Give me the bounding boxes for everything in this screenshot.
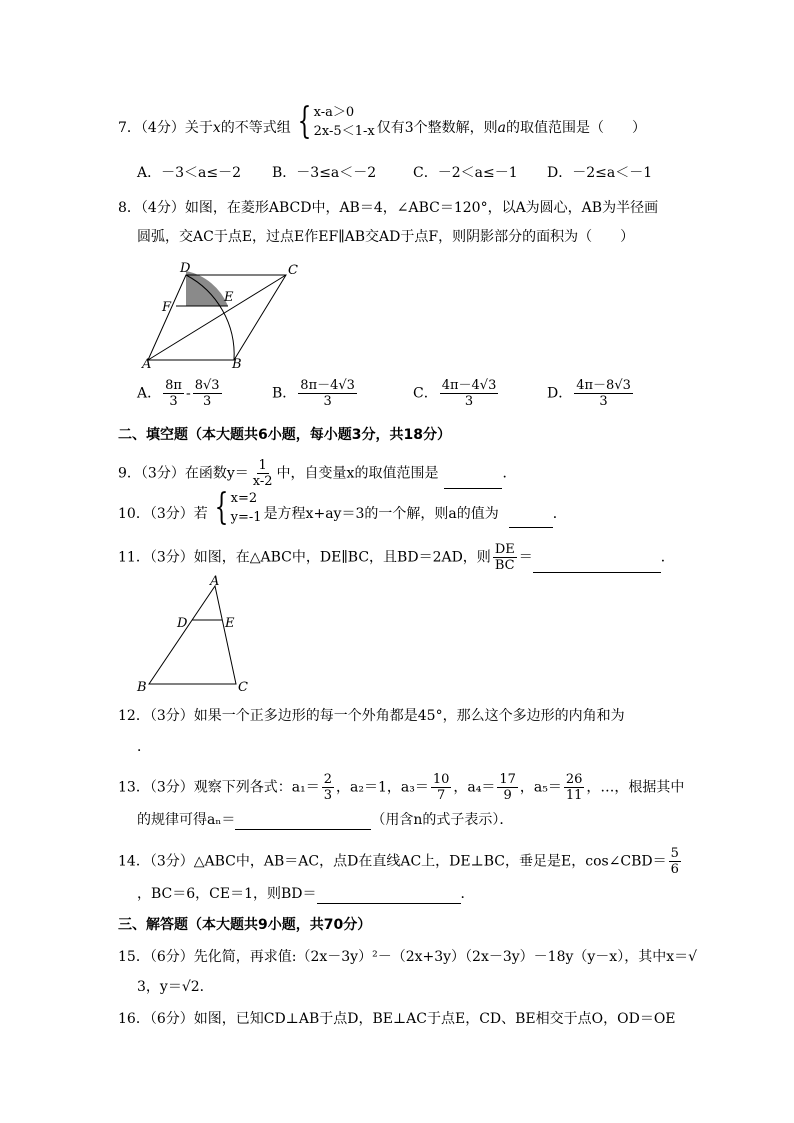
question-score: （6分） [149,949,194,965]
question-number: 7． [118,120,141,136]
question-13-line-2 [137,810,513,830]
variable: x [212,120,221,136]
numerator: 26 [565,772,583,787]
denominator: 3 [464,394,474,409]
option-letter: B． [272,385,297,402]
question-number: 15． [118,949,150,965]
denominator: x-2 [252,474,273,489]
denominator: BC [494,558,515,573]
numerator: 8π－4√3 [300,378,355,393]
denominator: 3 [323,788,332,803]
question-number: 11． [118,549,150,566]
q7-option-a[interactable]: A．－3＜a≤－2 [137,165,242,181]
numerator: 4π－8√3 [576,378,631,393]
question-score: （4分） [140,200,185,216]
question-text: 如果一个正多边形的每一个外角都是45°，那么这个多边形的内角和为 [193,708,625,724]
option-letter: A． [137,385,162,402]
question-text: △ABC中，AB＝AC，点D在直线AC上，DE⊥BC，垂足是E，cos∠CBD＝ [193,853,667,870]
question-8-line-2: 圆弧，交AC于点E，过点E作EF∥AB交AD于点F，则阴影部分的面积为（ ） [137,229,635,245]
rhombus-figure [138,258,318,370]
question-text: ，a₂＝1，a₃＝ [336,779,429,796]
question-text: 仅有3个整数解，则 [376,120,498,136]
fraction [440,378,499,409]
question-7 [118,101,646,142]
numerator: 2 [323,772,332,787]
denominator: 9 [503,788,512,803]
question-score: （6分） [149,1011,194,1027]
question-number: 12． [118,708,150,724]
question-10 [118,487,567,528]
numerator: 1 [258,458,267,473]
question-text: 是方程x+ay＝3的一个解，则a的值为 [263,506,499,522]
numerator: 17 [499,772,516,787]
question-text: ，a₄＝ [453,779,496,796]
q8-option-b[interactable] [272,378,359,409]
question-score: （4分） [140,120,185,136]
question-number: 16． [118,1011,150,1027]
question-text: 观察下列各式：a₁＝ [193,779,320,796]
fraction [669,846,681,877]
question-text: 的规律可得aₙ＝ [137,812,236,828]
question-text: 关于 [184,120,213,136]
label-b: B [137,680,147,695]
question-text: 在函数y＝ [184,465,249,482]
question-text: 如图，在△ABC中，DE∥BC，且BD＝2AD，则 [193,549,491,566]
numerator: 5 [670,846,679,861]
label-f: F [162,300,172,315]
fraction [493,542,517,573]
question-16-line-1 [118,1009,676,1029]
question-13-line-1 [118,772,684,803]
fraction [193,378,222,409]
answer-blank[interactable] [235,813,371,830]
numerator: 8√3 [194,378,220,393]
label-e: E [225,616,235,631]
label-c: C [288,263,298,278]
q7-option-c[interactable]: C．－2＜a≤－1 [413,165,518,181]
inequality-system: { x-a＞0 2x-5＜1-x [297,101,375,142]
question-number: 13． [118,779,150,796]
fraction-a3 [431,772,452,803]
fraction-a5 [564,772,585,803]
question-end: ． [660,549,675,566]
q8-option-c[interactable] [413,378,500,409]
equation-2: y=-1 [230,510,262,525]
question-text: 中，自变量x的取值范围是 [276,465,439,482]
question-text: ＝ [518,549,533,566]
label-b: B [232,357,242,370]
question-text: 的不等式组 [220,120,291,136]
triangle-figure [135,574,255,696]
question-12-line-1 [118,706,625,726]
diagonal-ac [148,275,286,360]
section-2-heading: 二、填空题（本大题共6小题，每小题3分，共18分） [118,427,451,443]
triangle-abc [149,586,236,684]
question-text: 的取值范围是（ ） [505,120,646,136]
q7-option-b[interactable]: B．－3≤a＜－2 [272,165,377,181]
operator: - [185,385,191,402]
fraction [298,378,357,409]
question-end: ． [502,465,517,482]
question-text: 若 [193,506,208,522]
option-letter: D． [547,385,573,402]
question-end: ． [552,506,567,522]
question-14-line-1 [118,846,683,877]
question-8-line-1 [118,198,658,218]
question-number: 8． [118,200,141,216]
question-number: 10． [118,506,150,522]
label-e: E [224,290,234,305]
numerator: 10 [432,772,450,787]
answer-blank[interactable] [533,556,661,573]
denominator: 11 [565,788,583,803]
question-score: （3分） [149,549,194,566]
question-score: （3分） [140,465,185,482]
question-number: 14． [118,853,150,870]
numerator: 4π－4√3 [441,378,497,393]
q8-option-d[interactable] [547,378,635,409]
fraction [574,378,633,409]
label-d: D [180,261,191,276]
question-text: 先化简，再求值:（2x－3y）²－（2x+3y）（2x－3y）－18y（y－x），其中x＝√ [193,949,698,965]
denominator: 6 [670,862,679,877]
question-text: ，BC＝6，CE＝1，则BD＝ [137,886,317,902]
shaded-region [186,271,228,306]
answer-blank[interactable] [444,472,502,489]
equation-system: { x=2 y=-1 [214,487,262,528]
denominator: 3 [599,394,608,409]
question-text: （用含n的式子表示）． [371,812,514,828]
question-11 [118,542,675,573]
question-score: （3分） [149,708,194,724]
variable: a [497,120,506,136]
question-score: （3分） [149,779,194,796]
question-14-line-2 [137,884,475,904]
question-score: （3分） [149,506,194,522]
question-end: ． [460,886,475,902]
question-15-line-1 [118,947,697,967]
question-text: ，…，根据其中 [586,779,685,796]
section-3-heading: 三、解答题（本大题共9小题，共70分） [118,917,372,933]
q7-option-d[interactable]: D．－2≤a＜－1 [547,165,653,181]
fraction-a1 [322,772,334,803]
question-9 [118,458,516,489]
question-text: 如图，在菱形ABCD中，AB＝4，∠ABC＝120°，以A为圆心，AB为半径画 [184,200,659,216]
denominator: 3 [169,394,178,409]
label-a: A [142,357,152,370]
denominator: 3 [202,394,212,409]
question-text: ，a₅＝ [519,779,562,796]
denominator: 7 [436,788,446,803]
denominator: 3 [323,394,332,409]
question-score: （3分） [149,853,194,870]
answer-blank[interactable] [509,511,553,528]
fraction [163,378,184,409]
inequality-1: x-a＞0 [313,105,355,120]
question-12-line-2: ． [137,739,151,755]
label-d: D [177,616,188,631]
question-text: 如图，已知CD⊥AB于点D，BE⊥AC于点E，CD、BE相交于点O，OD＝OE [193,1011,676,1027]
label-a: A [210,574,220,589]
question-number: 9． [118,465,141,482]
numerator: DE [494,542,515,557]
label-c: C [238,680,248,695]
equation-1: x=2 [230,491,258,506]
option-letter: C． [413,385,438,402]
q8-option-a[interactable] [137,378,224,409]
fraction [251,458,275,489]
numerator: 8π [165,378,182,393]
answer-blank[interactable] [317,887,461,904]
inequality-2: 2x-5＜1-x [313,124,375,139]
fraction-a4 [497,772,518,803]
question-15-line-2: 3，y＝√2． [137,979,214,995]
